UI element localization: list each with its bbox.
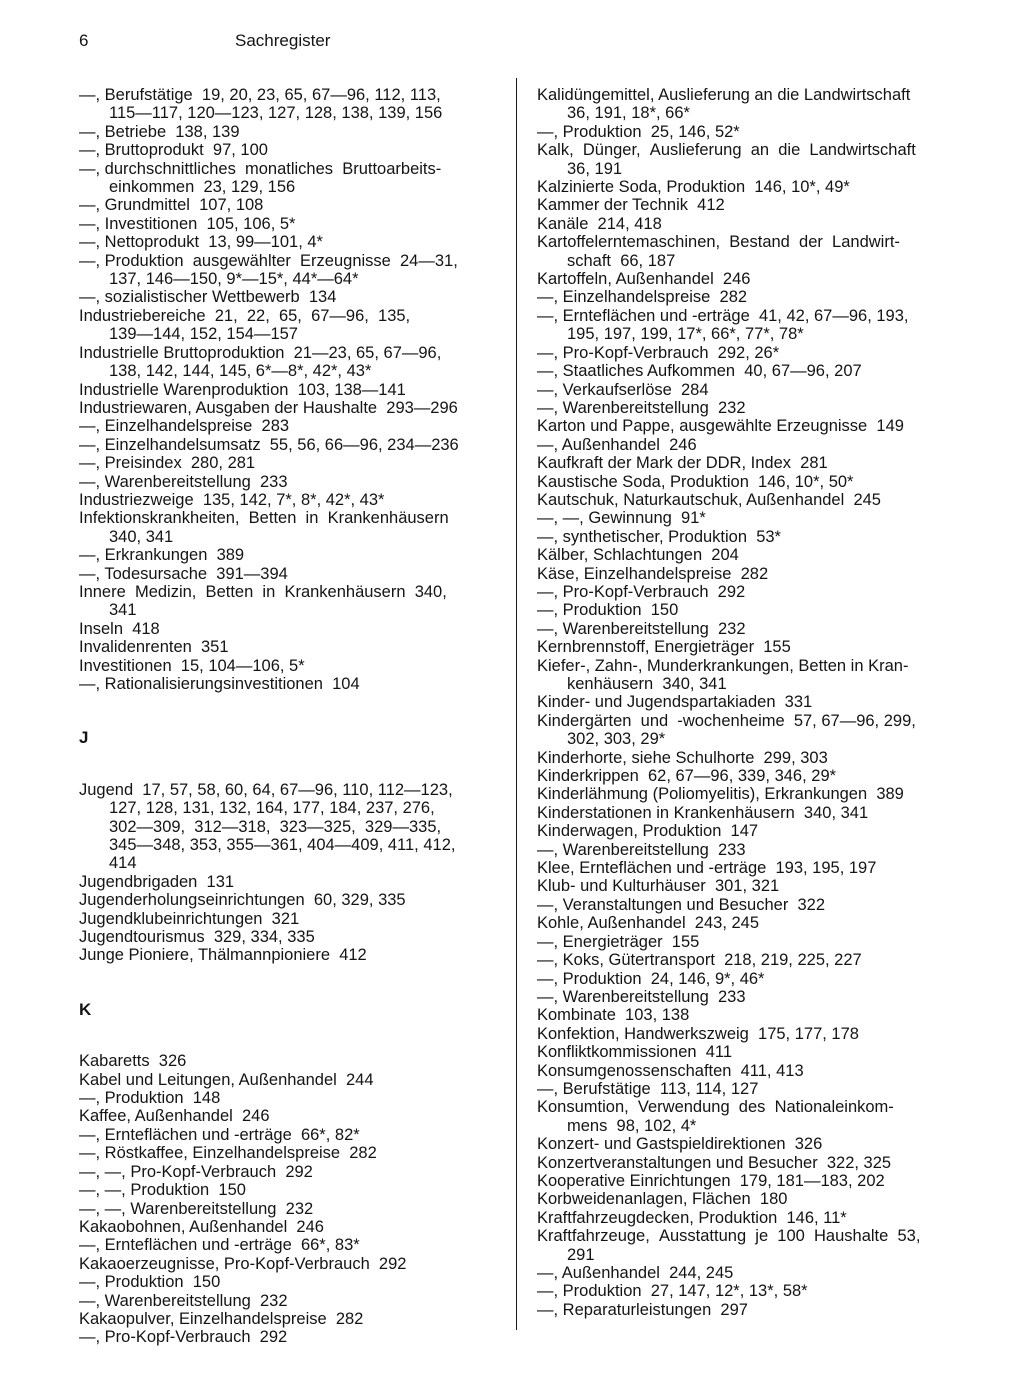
index-entry: Kaffee, Außenhandel 246 — [79, 1107, 270, 1126]
index-entry: —, Ernteflächen und -erträge 66*, 83* — [79, 1236, 360, 1255]
index-entry: —, Bruttoprodukt 97, 100 — [79, 141, 268, 160]
index-entry-continuation: 36, 191 — [567, 159, 623, 178]
index-entry: —, Ernteflächen und -erträge 41, 42, 67—96, 193, — [537, 306, 909, 325]
left-entries — [79, 86, 507, 693]
index-entry: Kakaopulver, Einzelhandelspreise 282 — [79, 1309, 364, 1328]
index-entry: Karton und Pappe, ausgewählte Erzeugnisse 149 — [537, 417, 904, 436]
index-entry: —, —, Warenbereitstellung 232 — [79, 1199, 314, 1218]
index-entry: —, Nettoprodukt 13, 99—101, 4* — [79, 233, 323, 252]
column-divider — [516, 78, 517, 1330]
index-entry-continuation: 345—348, 353, 355—361, 404—409, 411, 412, — [109, 836, 456, 855]
index-entry-continuation: 36, 191, 18*, 66* — [567, 104, 690, 123]
index-entry-continuation: 340, 341 — [109, 527, 174, 546]
index-entry: —, Verkaufserlöse 284 — [537, 380, 709, 399]
section-letter-j: J — [79, 728, 89, 748]
index-entry: —, Warenbereitstellung 232 — [537, 398, 746, 417]
section-spacer — [79, 1019, 507, 1052]
index-entry: Invalidenrenten 351 — [79, 638, 229, 657]
section-gap — [79, 693, 507, 729]
index-entry: Jugendklubeinrichtungen 321 — [79, 909, 300, 928]
section-letter-k: K — [79, 999, 92, 1019]
index-entry: Kinderlähmung (Poliomyelitis), Erkrankungen 389 — [537, 785, 904, 804]
index-entry: Kinder- und Jugendspartakiaden 331 — [537, 693, 813, 712]
page-number: 6 — [79, 31, 89, 50]
index-entry: —, Warenbereitstellung 233 — [79, 472, 288, 491]
index-entry: —, Warenbereitstellung 233 — [537, 987, 746, 1006]
index-entry: —, Pro-Kopf-Verbrauch 292 — [537, 582, 746, 601]
index-entry: Kinderwagen, Produktion 147 — [537, 822, 759, 841]
index-entry: Konzertveranstaltungen und Besucher 322, 325 — [537, 1153, 892, 1172]
index-entry: Industriebereiche 21, 22, 65, 67—96, 135, — [79, 306, 411, 325]
index-entry-continuation: 138, 142, 144, 145, 6*—8*, 42*, 43* — [109, 362, 372, 381]
section-k-entries — [79, 1052, 507, 1347]
index-entry: —, Einzelhandelsumsatz 55, 56, 66—96, 234—236 — [79, 435, 459, 454]
index-entry: Klee, Ernteflächen und -erträge 193, 195, 197 — [537, 859, 877, 878]
left-column — [79, 86, 507, 1347]
index-entry: —, Produktion ausgewählter Erzeugnisse 24—31, — [79, 251, 458, 270]
index-entry: —, Produktion 148 — [79, 1089, 221, 1108]
index-entry: Kammer der Technik 412 — [537, 196, 725, 215]
index-entry: Korbweidenanlagen, Flächen 180 — [537, 1190, 788, 1209]
index-entry: —, Einzelhandelspreise 283 — [79, 417, 290, 436]
index-entry: Kindergärten und -wochenheime 57, 67—96, 299, — [537, 711, 916, 730]
index-entry: Jugend 17, 57, 58, 60, 64, 67—96, 110, 112—123, — [79, 780, 453, 799]
index-entry: Innere Medizin, Betten in Krankenhäusern 340, — [79, 582, 447, 601]
index-entry: Konzert- und Gastspieldirektionen 326 — [537, 1135, 823, 1154]
index-entry: —, Betriebe 138, 139 — [79, 122, 240, 141]
index-entry: Kabel und Leitungen, Außenhandel 244 — [79, 1070, 374, 1089]
index-entry: Junge Pioniere, Thälmannpioniere 412 — [79, 946, 367, 965]
index-entry: —, Röstkaffee, Einzelhandelspreise 282 — [79, 1144, 377, 1163]
index-entry: Kohle, Außenhandel 243, 245 — [537, 914, 760, 933]
index-entry: Kälber, Schlachtungen 204 — [537, 546, 739, 565]
index-entry: —, —, Gewinnung 91* — [537, 509, 706, 528]
index-entry: —, —, Pro-Kopf-Verbrauch 292 — [79, 1162, 313, 1181]
index-entry: Industriewaren, Ausgaben der Haushalte 293—296 — [79, 398, 458, 417]
index-entry: —, Koks, Gütertransport 218, 219, 225, 227 — [537, 951, 862, 970]
index-entry: —, Produktion 150 — [79, 1273, 221, 1292]
section-gap — [79, 965, 507, 1001]
index-entry: Kraftfahrzeuge, Ausstattung je 100 Haushalte 53, — [537, 1227, 921, 1246]
index-entry-continuation: 139—144, 152, 154—157 — [109, 325, 298, 344]
index-entry: Infektionskrankheiten, Betten in Krankenhäusern — [79, 509, 449, 528]
index-entry: —, Außenhandel 244, 245 — [537, 1264, 734, 1282]
index-entry: —, Staatliches Aufkommen 40, 67—96, 207 — [537, 362, 862, 381]
index-entry: —, Investitionen 105, 106, 5* — [79, 214, 296, 233]
index-entry: Kraftfahrzeugdecken, Produktion 146, 11* — [537, 1208, 847, 1227]
index-entry: Industriezweige 135, 142, 7*, 8*, 42*, 43* — [79, 490, 385, 509]
index-entry: —, Warenbereitstellung 232 — [537, 619, 746, 638]
index-entry: —, Produktion 27, 147, 12*, 13*, 58* — [537, 1282, 808, 1301]
index-entry: Inseln 418 — [79, 619, 160, 638]
index-entry: —, Berufstätige 19, 20, 23, 65, 67—96, 112, 113, — [79, 86, 441, 104]
index-entry: —, sozialistischer Wettbewerb 134 — [79, 288, 337, 307]
index-entry: Kakaobohnen, Außenhandel 246 — [79, 1217, 324, 1236]
index-entry-continuation: 127, 128, 131, 132, 164, 177, 184, 237, 276, — [109, 799, 435, 818]
index-entry: —, Produktion 150 — [537, 601, 679, 620]
index-entry: Kernbrennstoff, Energieträger 155 — [537, 638, 791, 657]
index-entry: —, Reparaturleistungen 297 — [537, 1300, 748, 1319]
index-entry: —, Veranstaltungen und Besucher 322 — [537, 895, 826, 914]
index-entry: —, Pro-Kopf-Verbrauch 292, 26* — [537, 343, 780, 362]
index-entry: Konsumtion, Verwendung des Nationaleinkom- — [537, 1098, 894, 1117]
index-entry: —, Produktion 25, 146, 52* — [537, 122, 740, 141]
index-entry-continuation: 302—309, 312—318, 323—325, 329—335, — [109, 817, 442, 836]
index-entry-continuation: kenhäusern 340, 341 — [567, 675, 727, 693]
index-entry-continuation: 341 — [109, 601, 137, 620]
index-entry: Kinderkrippen 62, 67—96, 339, 346, 29* — [537, 767, 837, 786]
index-entry: Konsumgenossenschaften 411, 413 — [537, 1061, 804, 1080]
index-entry: Kalzinierte Soda, Produktion 146, 10*, 49* — [537, 178, 850, 197]
index-entry: Jugenderholungseinrichtungen 60, 329, 335 — [79, 891, 406, 910]
index-entry: —, Warenbereitstellung 232 — [79, 1291, 288, 1310]
index-entry: —, Rationalisierungsinvestitionen 104 — [79, 675, 360, 693]
index-entry: Kalidüngemittel, Auslieferung an die Landwirtschaft — [537, 86, 911, 104]
index-entry: —, durchschnittliches monatliches Bruttoarbeits- — [79, 159, 442, 178]
index-entry: —, Berufstätige 113, 114, 127 — [537, 1079, 759, 1098]
index-entry: —, —, Produktion 150 — [79, 1181, 246, 1200]
index-entry-continuation: 137, 146—150, 9*—15*, 44*—64* — [109, 270, 359, 289]
index-entry: Kinderstationen in Krankenhäusern 340, 341 — [537, 803, 869, 822]
index-entry: —, Pro-Kopf-Verbrauch 292 — [79, 1328, 288, 1347]
index-entry: Investitionen 15, 104—106, 5* — [79, 656, 305, 675]
index-entry: Kakaoerzeugnisse, Pro-Kopf-Verbrauch 292 — [79, 1254, 407, 1273]
index-entry: —, synthetischer, Produktion 53* — [537, 527, 781, 546]
index-entry: Konfektion, Handwerkszweig 175, 177, 178 — [537, 1024, 859, 1043]
section-j-entries — [79, 781, 507, 965]
index-entry-continuation: 302, 303, 29* — [567, 730, 666, 749]
index-entry: —, Produktion 24, 146, 9*, 46* — [537, 969, 765, 988]
index-entry: —, Energieträger 155 — [537, 932, 700, 951]
right-entries — [537, 86, 968, 1319]
index-entry: —, Außenhandel 246 — [537, 435, 697, 454]
index-entry: Jugendbrigaden 131 — [79, 872, 235, 891]
index-entry: —, Einzelhandelspreise 282 — [537, 288, 748, 307]
right-column — [537, 86, 968, 1319]
index-entry-continuation: 414 — [109, 854, 137, 873]
index-entry-continuation: schaft 66, 187 — [567, 251, 676, 270]
index-entry: Kaustische Soda, Produktion 146, 10*, 50* — [537, 472, 854, 491]
index-entry: Kartoffelerntemaschinen, Bestand der Landwirt- — [537, 233, 900, 252]
index-entry: —, Grundmittel 107, 108 — [79, 196, 264, 215]
index-entry-continuation: 115—117, 120—123, 127, 128, 138, 139, 156 — [109, 104, 443, 123]
index-entry: —, Erkrankungen 389 — [79, 546, 245, 565]
index-entry: Kaufkraft der Mark der DDR, Index 281 — [537, 454, 828, 473]
index-entry: Käse, Einzelhandelspreise 282 — [537, 564, 769, 583]
section-spacer — [79, 748, 507, 781]
index-entry: Kooperative Einrichtungen 179, 181—183, 202 — [537, 1171, 885, 1190]
index-entry: —, Todesursache 391—394 — [79, 564, 288, 583]
index-entry: Kalk, Dünger, Auslieferung an die Landwirtschaft — [537, 141, 916, 160]
index-entry: Kabaretts 326 — [79, 1052, 187, 1071]
index-entry: Kanäle 214, 418 — [537, 214, 662, 233]
index-entry: Kartoffeln, Außenhandel 246 — [537, 270, 751, 289]
index-entry: Kiefer-, Zahn-, Munderkrankungen, Betten in Kran- — [537, 656, 909, 675]
index-entry: Konfliktkommissionen 411 — [537, 1043, 733, 1062]
running-head: Sachregister — [235, 31, 331, 50]
index-entry: Industrielle Warenproduktion 103, 138—141 — [79, 380, 406, 399]
index-entry: Kautschuk, Naturkautschuk, Außenhandel 245 — [537, 490, 881, 509]
index-entry: Kinderhorte, siehe Schulhorte 299, 303 — [537, 748, 828, 767]
index-entry: —, Ernteflächen und -erträge 66*, 82* — [79, 1125, 360, 1144]
index-entry-continuation: 195, 197, 199, 17*, 66*, 77*, 78* — [567, 325, 804, 344]
index-entry: Industrielle Bruttoproduktion 21—23, 65, 67—96, — [79, 343, 442, 362]
index-entry: Kombinate 103, 138 — [537, 1006, 690, 1025]
index-entry: Jugendtourismus 329, 334, 335 — [79, 928, 315, 947]
index-entry-continuation: 291 — [567, 1245, 595, 1264]
index-entry: —, Preisindex 280, 281 — [79, 454, 256, 473]
index-entry-continuation: mens 98, 102, 4* — [567, 1116, 697, 1135]
index-entry: Klub- und Kulturhäuser 301, 321 — [537, 877, 780, 896]
index-entry: —, Warenbereitstellung 233 — [537, 840, 746, 859]
index-entry-continuation: einkommen 23, 129, 156 — [109, 178, 296, 197]
